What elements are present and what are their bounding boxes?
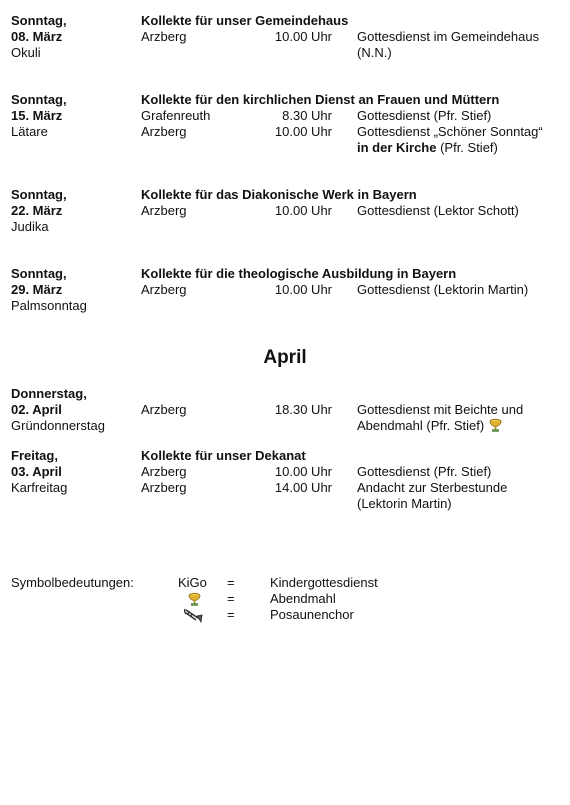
service-time: 18.30 Uhr [274, 402, 332, 417]
entry-day: Freitag, [11, 448, 58, 463]
legend-equals: = [227, 575, 235, 590]
entry-day: Sonntag, [11, 92, 67, 107]
legend-meaning: Abendmahl [270, 591, 336, 606]
service-text-continued [357, 418, 503, 434]
service-text-continued [357, 140, 498, 156]
service-text-continued: (Lektorin Martin) [357, 496, 452, 511]
service-text: Andacht zur Sterbestunde [357, 480, 508, 495]
service-text-bold: in der Kirche [357, 140, 437, 155]
entry-date: 02. April [11, 402, 62, 417]
service-place: Arzberg [141, 480, 187, 495]
entry-date: 15. März [11, 108, 63, 123]
legend-meaning: Kindergottesdienst [270, 575, 378, 590]
service-place: Arzberg [141, 282, 187, 297]
legend-meaning: Posaunenchor [270, 607, 354, 622]
service-text: Gottesdienst (Pfr. Stief) [357, 464, 492, 479]
legend-title: Symbolbedeutungen: [11, 575, 134, 590]
service-text-rest: (Pfr. Stief) [436, 140, 498, 155]
service-time: 10.00 Uhr [274, 464, 332, 479]
service-time: 8.30 Uhr [282, 108, 332, 123]
service-time: 10.00 Uhr [274, 282, 332, 297]
chalice-icon [488, 418, 503, 433]
service-place: Grafenreuth [141, 108, 211, 123]
chalice-icon [187, 592, 202, 607]
entry-name: Gründonnerstag [11, 418, 105, 433]
entry-date: 29. März [11, 282, 63, 297]
entry-name: Karfreitag [11, 480, 68, 495]
service-time: 14.00 Uhr [274, 480, 332, 495]
service-text-continued: (N.N.) [357, 45, 392, 60]
service-text-rest: Abendmahl (Pfr. Stief) [357, 418, 485, 433]
entry-day: Donnerstag, [11, 386, 87, 401]
entry-name: Lätare [11, 124, 48, 139]
entry-day: Sonntag, [11, 13, 67, 28]
entry-date: 22. März [11, 203, 63, 218]
service-place: Arzberg [141, 29, 187, 44]
service-place: Arzberg [141, 464, 187, 479]
entry-day: Sonntag, [11, 187, 67, 202]
legend-symbol: KiGo [178, 575, 207, 590]
trombone-icon [184, 607, 204, 623]
service-time: 10.00 Uhr [274, 203, 332, 218]
kollekte-heading: Kollekte für unser Dekanat [141, 448, 306, 463]
kollekte-heading: Kollekte für unser Gemeindehaus [141, 13, 349, 28]
entry-name: Okuli [11, 45, 41, 60]
entry-name: Judika [11, 219, 49, 234]
service-time: 10.00 Uhr [274, 29, 332, 44]
service-text: Gottesdienst (Lektor Schott) [357, 203, 519, 218]
entry-date: 08. März [11, 29, 63, 44]
service-place: Arzberg [141, 402, 187, 417]
service-place: Arzberg [141, 203, 187, 218]
kollekte-heading: Kollekte für den kirchlichen Dienst an Frauen und Müttern [141, 92, 500, 107]
month-heading: April [263, 347, 307, 368]
entry-name: Palmsonntag [11, 298, 87, 313]
legend-equals: = [227, 607, 235, 622]
service-text: Gottesdienst mit Beichte und [357, 402, 524, 417]
service-time: 10.00 Uhr [274, 124, 332, 139]
service-text: Gottesdienst im Gemeindehaus [357, 29, 540, 44]
legend-equals: = [227, 591, 235, 606]
service-text: Gottesdienst (Pfr. Stief) [357, 108, 492, 123]
service-text: Gottesdienst „Schöner Sonntag“ [357, 124, 543, 139]
service-text: Gottesdienst (Lektorin Martin) [357, 282, 529, 297]
entry-date: 03. April [11, 464, 62, 479]
kollekte-heading: Kollekte für das Diakonische Werk in Bayern [141, 187, 417, 202]
entry-day: Sonntag, [11, 266, 67, 281]
service-place: Arzberg [141, 124, 187, 139]
kollekte-heading: Kollekte für die theologische Ausbildung in Bayern [141, 266, 457, 281]
